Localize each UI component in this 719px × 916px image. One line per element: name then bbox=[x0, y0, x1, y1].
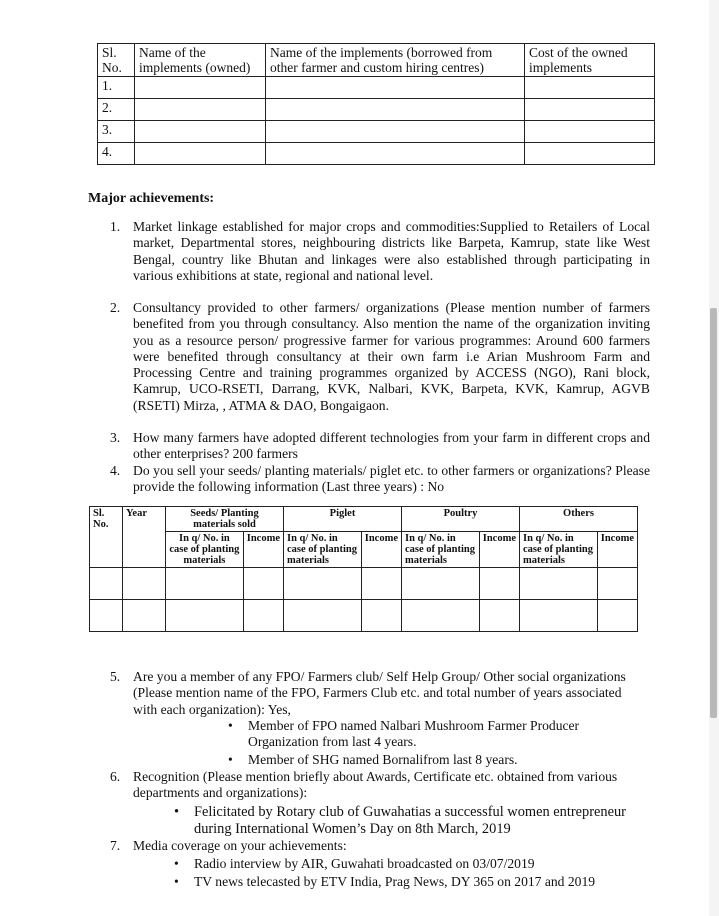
bullet-item: • TV news telecasted by ETV India, Prag News, DY 365 on 2017 and 2019 bbox=[174, 874, 596, 889]
table-row bbox=[90, 600, 638, 632]
header-sl-no: Sl. No. bbox=[98, 44, 135, 77]
header-group-poultry: Poultry bbox=[402, 507, 520, 532]
header-borrowed: Name of the implements (borrowed from other farmer and custom hiring centres) bbox=[266, 44, 525, 77]
list-item: 1. Market linkage established for major crops and commodities:Supplied to Retailers of Local market, Departmental stores, neighbouring districts like Barpeta, Kamrup, state like West Bengal, country like Bhutan and linkages were also established through participating in various exhibitions at state, regional and national level. bbox=[110, 219, 650, 283]
header-owned: Name of the implements (owned) bbox=[135, 44, 266, 77]
bullet-icon: • bbox=[174, 856, 179, 871]
sales-table bbox=[89, 506, 638, 632]
list-item: 6. Recognition (Please mention briefly about Awards, Certificate etc. obtained from various departments and organizations): bbox=[110, 769, 618, 801]
bullet-item: • Member of SHG named Bornalifrom last 8 years. bbox=[228, 752, 518, 767]
subheader-income: Income bbox=[361, 532, 401, 568]
implements-table bbox=[97, 43, 655, 165]
subheader-income: Income bbox=[597, 532, 637, 568]
subheader-income: Income bbox=[479, 532, 519, 568]
table-row-num: 4. bbox=[98, 143, 135, 165]
subheader-qty: In q/ No. in case of planting materials bbox=[284, 532, 362, 568]
list-item: 7. Media coverage on your achievements: bbox=[110, 838, 347, 853]
bullet-item: • Member of FPO named Nalbari Mushroom Farmer Producer Organization from last 4 years. bbox=[228, 718, 580, 750]
list-item: 2. Consultancy provided to other farmers/ organizations (Please mention number of farmers benefited from you through consultancy. Also mention the name of the organization inviting you as a resource person/ progressive farmer for various programmes: Around 600 farmers were benefited through consultancy at their own farm i.e Arian Mushroom Farm and Processing Centre and training programmes organized by ACCESS (NGO), Rani block, Kamrup, UCO-RSETI, Darrang, KVK, Nalbari, KVK, Barpeta, KVK, Kamrup, AGVB (RSETI) Mirza, , ATMA & DAO, Bongaigaon. bbox=[110, 300, 650, 413]
list-item: 5. Are you a member of any FPO/ Farmers club/ Self Help Group/ Other social organizations (Please mention name of the FPO, Farmers Club etc. and total number of years associated with each organization): Yes, bbox=[110, 669, 626, 717]
table-row bbox=[90, 568, 638, 600]
header-cost: Cost of the owned implements bbox=[525, 44, 655, 77]
bullet-icon: • bbox=[174, 874, 179, 889]
subheader-qty: In q/ No. in case of planting materials bbox=[166, 532, 244, 568]
header-group-others: Others bbox=[520, 507, 638, 532]
header-sl: Sl. No. bbox=[90, 507, 123, 568]
table-row-num: 3. bbox=[98, 121, 135, 143]
section-heading: Major achievements: bbox=[88, 191, 215, 206]
bullet-item: • Radio interview by AIR, Guwahati broadcasted on 03/07/2019 bbox=[174, 856, 535, 871]
subheader-qty: In q/ No. in case of planting materials bbox=[402, 532, 480, 568]
subheader-income: Income bbox=[243, 532, 283, 568]
table-row-num: 1. bbox=[98, 77, 135, 99]
bullet-item: • Felicitated by Rotary club of Guwahatias a successful women entrepreneur during International Women’s Day on 8th March, 2019 bbox=[174, 804, 626, 837]
bullet-icon: • bbox=[174, 804, 180, 820]
subheader-qty: In q/ No. in case of planting materials bbox=[520, 532, 598, 568]
list-item: 4. Do you sell your seeds/ planting materials/ piglet etc. to other farmers or organizations? Please provide the following information (Last three years) : No bbox=[110, 463, 650, 495]
scrollbar-thumb[interactable] bbox=[710, 308, 717, 718]
bullet-icon: • bbox=[228, 752, 233, 767]
header-year: Year bbox=[123, 507, 166, 568]
table-row-num: 2. bbox=[98, 99, 135, 121]
header-group-piglet: Piglet bbox=[284, 507, 402, 532]
bullet-icon: • bbox=[228, 718, 233, 733]
list-item: 3. How many farmers have adopted different technologies from your farm in different crops and other enterprises? 200 farmers bbox=[110, 430, 650, 462]
header-group-seeds: Seeds/ Planting materials sold bbox=[166, 507, 284, 532]
